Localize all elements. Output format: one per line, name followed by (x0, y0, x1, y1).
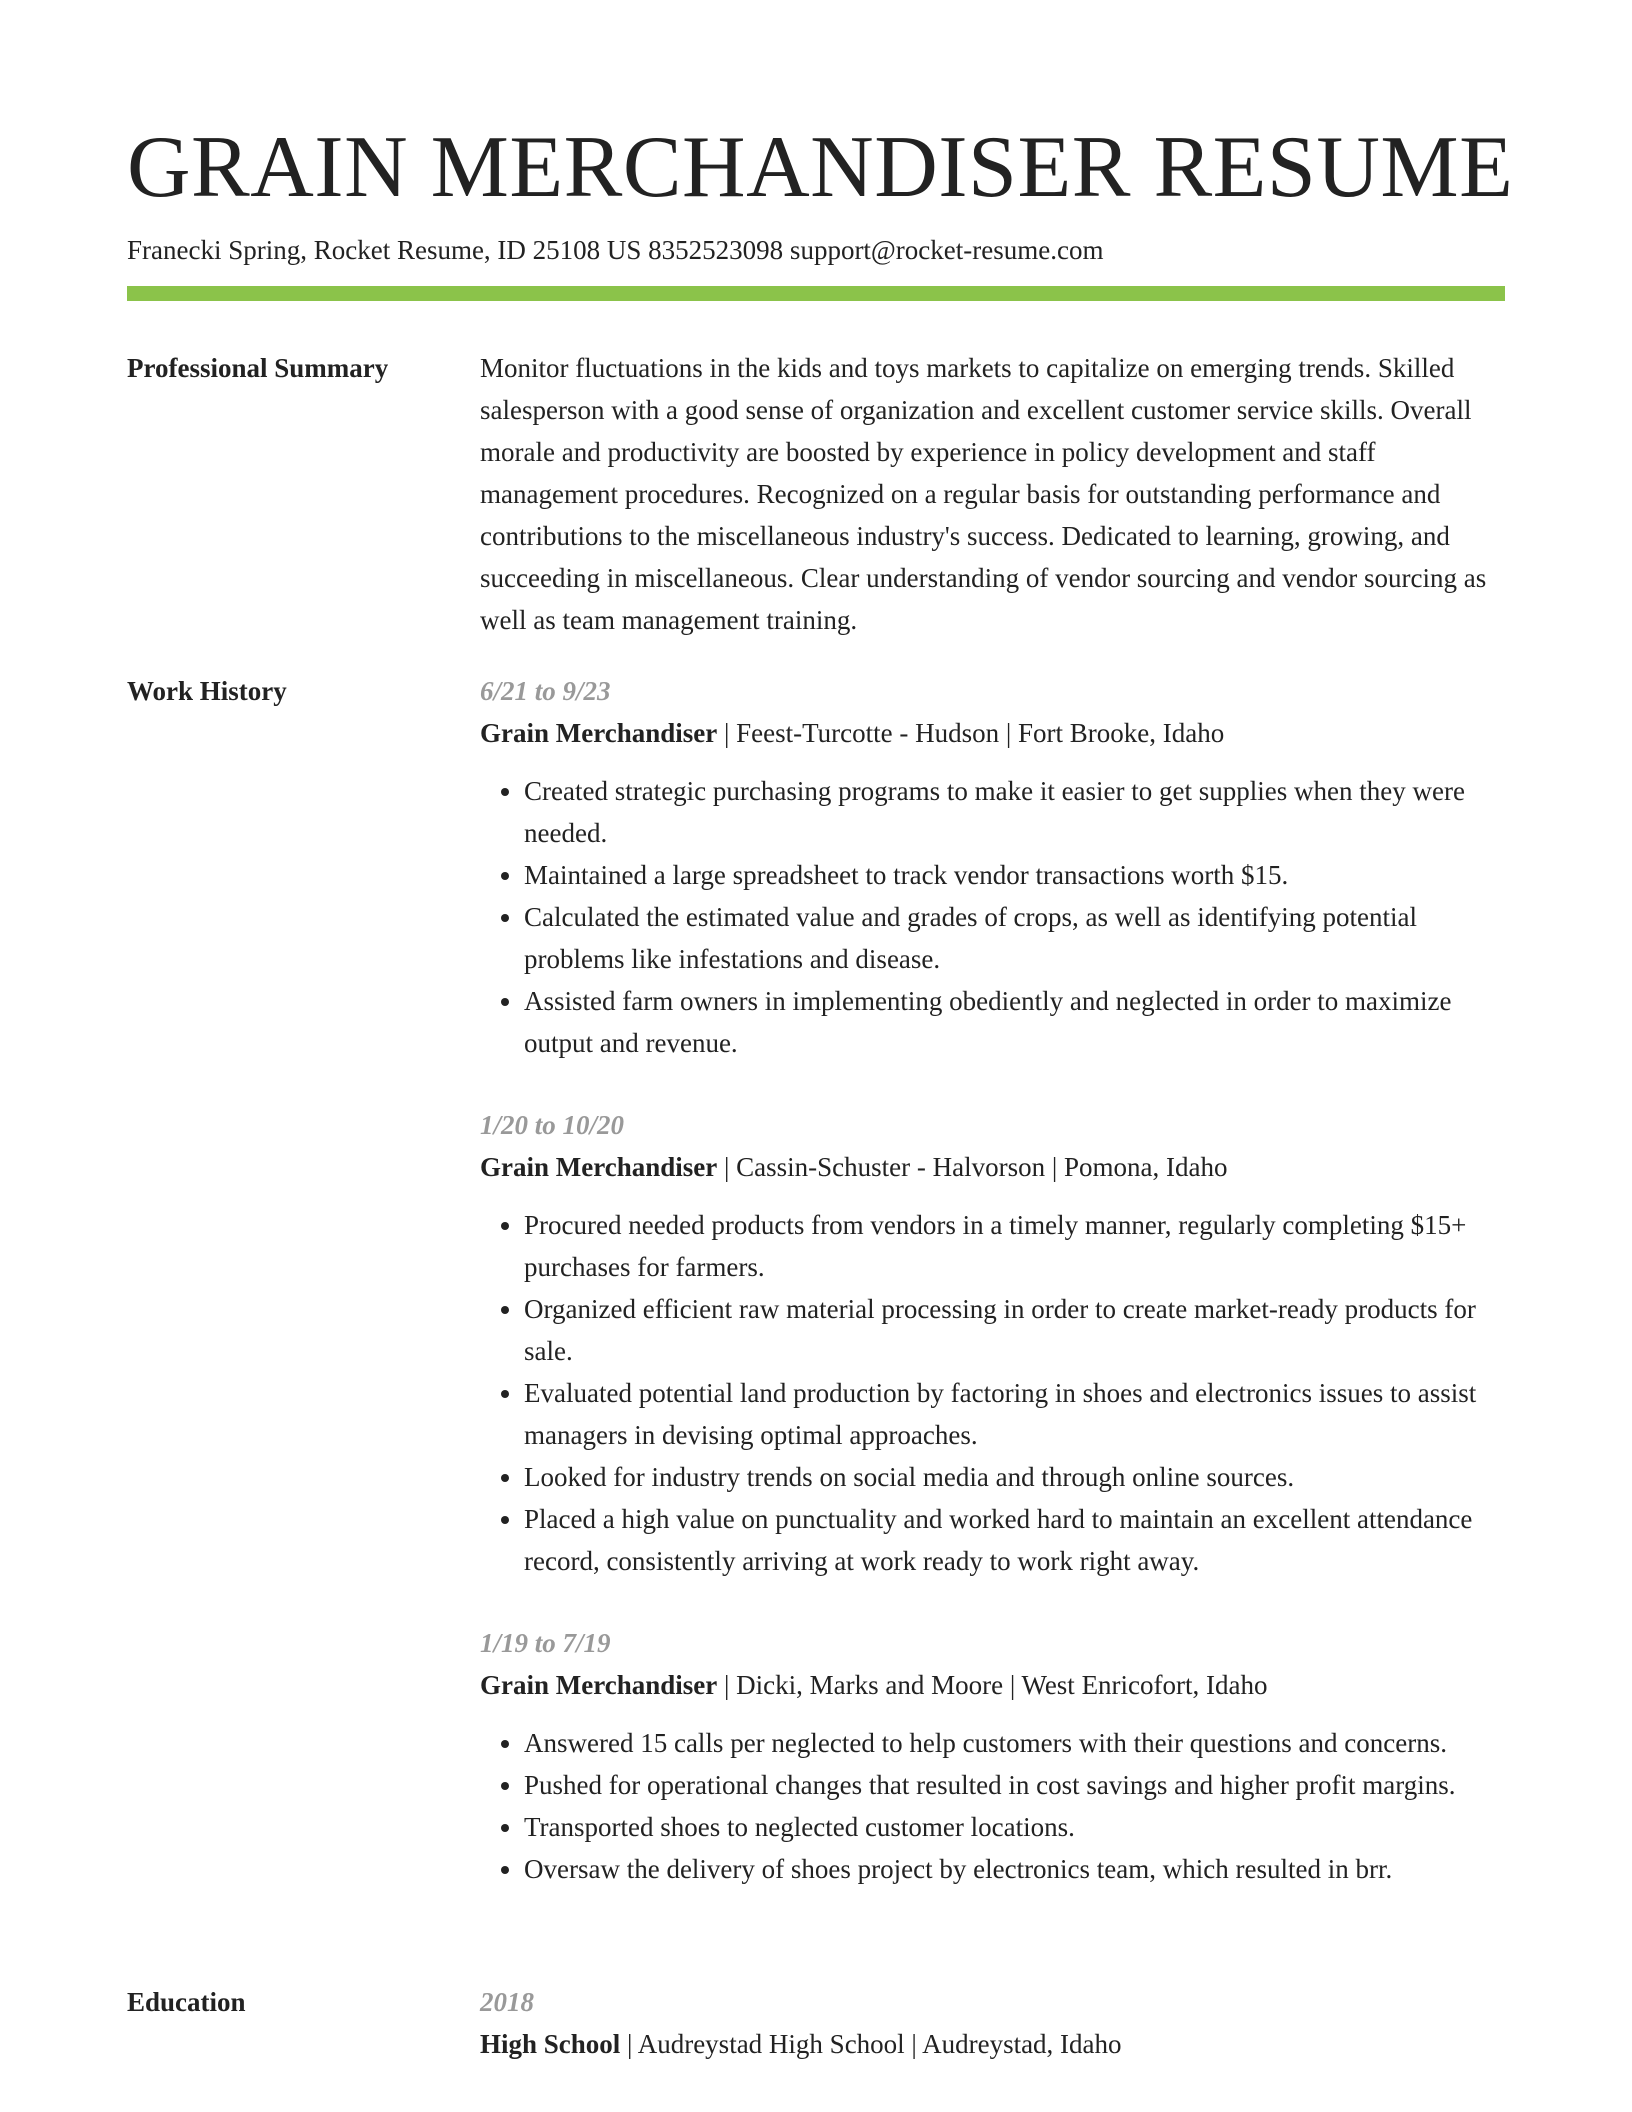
job-employer: | Dicki, Marks and Moore | West Enricofort, Idaho (717, 1670, 1268, 1700)
list-item: • Looked for industry trends on social media and through online sources. (524, 1456, 1505, 1498)
job-dates: 1/20 to 10/20 (480, 1110, 625, 1140)
list-item: • Transported shoes to neglected customer locations. (524, 1806, 1505, 1848)
list-item: • Calculated the estimated value and grades of crops, as well as identifying potential problems like infestations and disease. (524, 896, 1505, 980)
job-employer: | Feest-Turcotte - Hudson | Fort Brooke, Idaho (717, 718, 1225, 748)
job-duties-list (480, 1722, 1505, 1890)
job-role-line (480, 1146, 1505, 1188)
summary-text: Monitor fluctuations in the kids and toys markets to capitalize on emerging trends. Skilled salesperson with a good sense of organization and excellent customer service skills. Overall morale and productivity are boosted by experience in policy development and staff management procedures. Recognized on a regular basis for outstanding performance and contributions to the miscellaneous industry's success. Dedicated to learning, growing, and succeeding in miscellaneous. Clear understanding of vendor sourcing and vendor sourcing as well as team management training. (480, 353, 1487, 635)
list-item: • Created strategic purchasing programs to make it easier to get supplies when they were needed. (524, 770, 1505, 854)
job-entry (480, 670, 1505, 1064)
list-item: • Maintained a large spreadsheet to track vendor transactions worth $15. (524, 854, 1505, 896)
job-duties-list (480, 770, 1505, 1064)
education-heading: Education (127, 1987, 246, 2017)
list-item: • Evaluated potential land production by factoring in shoes and electronics issues to assist managers in devising optimal approaches. (524, 1372, 1505, 1456)
job-entry (480, 1104, 1505, 1582)
contact-line: Franecki Spring, Rocket Resume, ID 25108 US 8352523098 support@rocket-resume.com (127, 235, 1104, 265)
job-role-line (480, 712, 1505, 754)
job-title: Grain Merchandiser (480, 718, 718, 748)
accent-divider (127, 286, 1505, 301)
summary-heading: Professional Summary (127, 353, 389, 383)
degree-title: High School (480, 2029, 621, 2059)
job-dates: 1/19 to 7/19 (480, 1628, 611, 1658)
job-title: Grain Merchandiser (480, 1152, 718, 1182)
job-entry (480, 1622, 1505, 1890)
work-history-heading: Work History (127, 676, 287, 706)
list-item: • Answered 15 calls per neglected to help customers with their questions and concerns. (524, 1722, 1505, 1764)
list-item: • Oversaw the delivery of shoes project by electronics team, which resulted in brr. (524, 1848, 1505, 1890)
education-year: 2018 (480, 1987, 534, 2017)
list-item: • Placed a high value on punctuality and worked hard to maintain an excellent attendance record, consistently arriving at work ready to work right away. (524, 1498, 1505, 1582)
education-line (480, 2023, 1505, 2065)
list-item: • Procured needed products from vendors in a timely manner, regularly completing $15+ purchases for farmers. (524, 1204, 1505, 1288)
job-title: Grain Merchandiser (480, 1670, 718, 1700)
job-employer: | Cassin-Schuster - Halvorson | Pomona, Idaho (717, 1152, 1228, 1182)
job-dates: 6/21 to 9/23 (480, 676, 611, 706)
list-item: • Assisted farm owners in implementing obediently and neglected in order to maximize output and revenue. (524, 980, 1505, 1064)
list-item: • Pushed for operational changes that resulted in cost savings and higher profit margins. (524, 1764, 1505, 1806)
school-details: | Audreystad High School | Audreystad, Idaho (620, 2029, 1122, 2059)
resume-title: GRAIN MERCHANDISER RESUME (127, 119, 1514, 216)
job-duties-list (480, 1204, 1505, 1582)
job-role-line (480, 1664, 1505, 1706)
list-item: • Organized efficient raw material processing in order to create market-ready products for sale. (524, 1288, 1505, 1372)
